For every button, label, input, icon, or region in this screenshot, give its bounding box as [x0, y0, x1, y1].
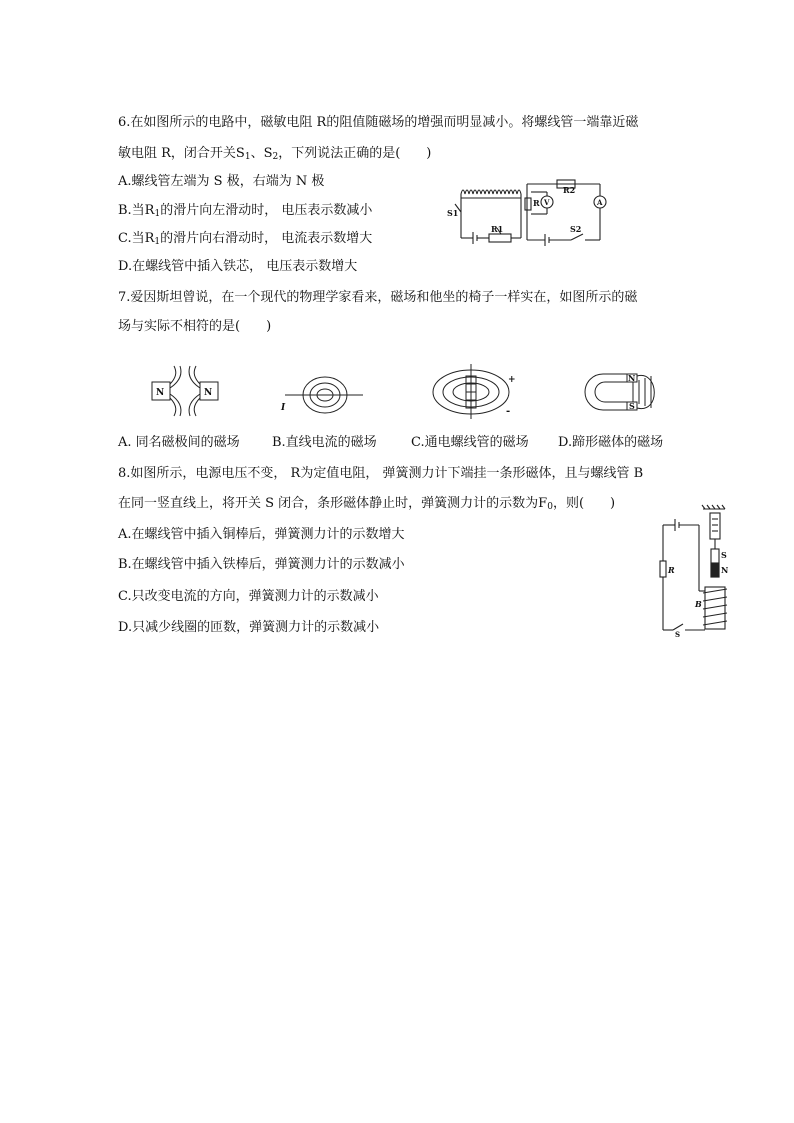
solenoid-coil — [461, 190, 521, 194]
q7-caption-b: B.直线电流的磁场 — [272, 435, 377, 450]
q8-option-b: B.在螺线管中插入铁棒后，弹簧测力计的示数减小 — [118, 557, 405, 572]
label-r: R — [533, 198, 540, 208]
q7-stem-line2: 场与实际不相符的是( ) — [118, 319, 272, 334]
q7-fig-b-straight-current — [275, 370, 365, 420]
q6-option-b: B.当$R_1$的滑片向左滑动时， 电压表示数减小 — [118, 203, 373, 219]
q7-stem-line1: 7.爱因斯坦曾说，在一个现代的物理学家看来，磁场和他坐的椅子一样实在，如图所示的磁 — [118, 290, 638, 305]
svg-text:N: N — [721, 565, 729, 575]
svg-text:N: N — [204, 388, 213, 398]
svg-text:S: S — [629, 401, 635, 411]
q7-caption-a: A. 同名磁极间的磁场 — [118, 435, 240, 450]
q6-circuit-figure — [445, 168, 615, 248]
q7-fig-d-horseshoe-magnet — [583, 366, 663, 418]
r1-rheostat — [489, 234, 511, 242]
q8-stem-line2: 在同一竖直线上，将开关 S 闭合，条形磁体静止时，弹簧测力计的示数为$F_0$，则( ) — [118, 496, 616, 512]
q6-option-a: A.螺线管左端为 S 极，右端为 N 极 — [118, 174, 325, 189]
svg-text:+: + — [508, 375, 516, 385]
q8-option-d: D.只减少线圈的匝数，弹簧测力计的示数减小 — [118, 620, 380, 635]
svg-text:R: R — [668, 565, 675, 575]
spring-scale — [710, 513, 720, 539]
q6-stem-line1: 6.在如图所示的电路中，磁敏电阻 R的阻值随磁场的增强而明显减小。将螺线管一端靠近磁 — [118, 115, 639, 130]
q8-option-a: A.在螺线管中插入铜棒后，弹簧测力计的示数增大 — [118, 527, 405, 542]
svg-text:S: S — [721, 550, 727, 560]
q6-stem-line2: 敏电阻 R，闭合开关$S_1$、$S_2$，下列说法正确的是( ) — [118, 146, 432, 162]
svg-text:S: S — [675, 630, 681, 639]
q7-fig-a-like-poles — [150, 366, 220, 416]
magnetoresistor-r — [525, 198, 531, 210]
svg-text:N: N — [156, 388, 165, 398]
resistor-r — [660, 561, 666, 577]
q6-option-c: C.当$R_1$的滑片向右滑动时， 电流表示数增大 — [118, 231, 373, 247]
svg-text:N: N — [628, 373, 636, 383]
q6-option-d: D.在螺线管中插入铁芯， 电压表示数增大 — [118, 259, 358, 274]
q7-caption-c: C.通电螺线管的磁场 — [411, 435, 529, 450]
q8-circuit-figure — [655, 505, 735, 639]
label-r1: R1 — [491, 224, 504, 234]
label-r2: R2 — [563, 185, 576, 195]
svg-text:B: B — [695, 599, 702, 609]
q7-fig-c-solenoid-field — [428, 364, 518, 419]
q8-option-c: C.只改变电流的方向，弹簧测力计的示数减小 — [118, 589, 379, 604]
label-s2: S2 — [570, 224, 582, 234]
svg-text:I: I — [281, 403, 286, 413]
q8-stem-line1: 8.如图所示，电源电压不变， R为定值电阻， 弹簧测力计下端挂一条形磁体，且与螺线管 B — [118, 466, 644, 481]
q7-caption-d: D.蹄形磁体的磁场 — [558, 435, 664, 450]
svg-text:-: - — [506, 406, 511, 417]
label-a: A — [597, 198, 603, 207]
label-v: V — [544, 198, 550, 207]
label-s1: S1 — [447, 208, 459, 218]
